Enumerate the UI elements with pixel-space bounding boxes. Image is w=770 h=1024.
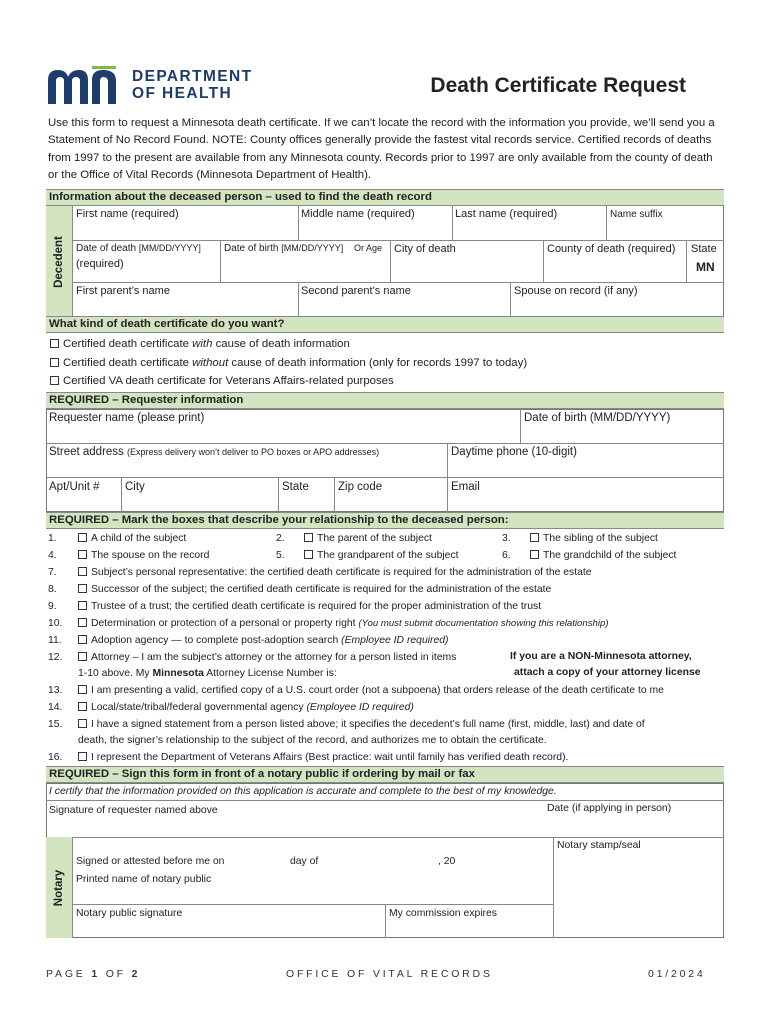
relationship-adoption-option[interactable]: Adoption agency — to complete post-adoption search (Employee ID required) [78, 635, 449, 646]
spouse-field[interactable]: Spouse on record (if any) [514, 285, 638, 297]
relationship-personal-rep-option[interactable]: Subject’s personal representative: the certified death certificate is required for the administration of the estate [78, 567, 592, 578]
item-number: 9. [48, 601, 57, 612]
checkbox-icon[interactable] [78, 719, 87, 728]
first-name-field[interactable]: First name (required) [76, 208, 179, 220]
checkbox-icon[interactable] [78, 601, 87, 610]
zip-field[interactable]: Zip code [338, 481, 383, 493]
checkbox-icon[interactable] [78, 567, 87, 576]
item-number: 14. [48, 702, 63, 713]
name-suffix-field[interactable]: Name suffix [610, 209, 663, 220]
notary-year[interactable]: , 20 [438, 856, 456, 867]
street-address-field[interactable]: Street address (Express delivery won’t deliver to PO boxes or APO addresses) [49, 446, 380, 458]
notary-signature-field[interactable]: Notary public signature [76, 908, 183, 919]
certify-statement: I certify that the information provided on this application is accurate and complete to the best of my knowledge. [49, 786, 557, 797]
or-age-field[interactable]: Or Age [354, 243, 383, 253]
city-of-death-field[interactable]: City of death [394, 243, 456, 255]
cert-type-title: What kind of death certificate do you want? [46, 316, 724, 333]
attorney-license-line[interactable]: 1-10 above. My Minnesota Attorney License Number is: [78, 668, 337, 679]
email-field[interactable]: Email [451, 481, 480, 493]
state-value: MN [696, 260, 715, 274]
requester-dob-field[interactable]: Date of birth (MM/DD/YYYY) [524, 412, 671, 424]
requester-signature-field[interactable]: Signature of requester named above [49, 805, 218, 816]
item-number: 1. [48, 533, 57, 544]
date-of-death-required: (required) [76, 258, 124, 270]
relationship-parent-option[interactable]: The parent of the subject [304, 533, 432, 544]
notary-printed-name-field[interactable]: Printed name of notary public [76, 874, 212, 885]
cert-without-cause-option[interactable]: Certified death certificate without cause of death information (only for records 1997 to today) [50, 357, 527, 369]
item-number: 8. [48, 584, 57, 595]
county-of-death-field[interactable]: County of death (required) [547, 243, 676, 255]
relationship-signed-statement-option[interactable]: I have a signed statement from a person listed above; it specifies the decedent’s full name (first, middle, last) and date of [78, 719, 645, 730]
footer-date: 01/2024 [648, 968, 706, 980]
attorney-license-note: attach a copy of your attorney license [514, 667, 701, 678]
item-number: 4. [48, 550, 57, 561]
decedent-side-label: Decedent [46, 206, 73, 317]
checkbox-icon[interactable] [78, 618, 87, 627]
relationship-va-option[interactable]: I represent the Department of Veterans Affairs (Best practice: wait until family has verified death record). [78, 752, 568, 763]
item-number: 7. [48, 567, 57, 578]
relationship-grandparent-option[interactable]: The grandparent of the subject [304, 550, 459, 561]
checkbox-icon[interactable] [78, 584, 87, 593]
relationship-court-order-option[interactable]: I am presenting a valid, certified copy of a U.S. court order (not a subpoena) that orders release of the death certificate to me [78, 685, 664, 696]
page-title: Death Certificate Request [430, 74, 686, 97]
relationship-agency-option[interactable]: Local/state/tribal/federal governmental agency (Employee ID required) [78, 702, 414, 713]
relationship-successor-option[interactable]: Successor of the subject; the certified death certificate is required for the administration of the estate [78, 584, 551, 595]
date-of-death-field[interactable]: Date of death [MM/DD/YYYY] [76, 243, 201, 254]
commission-expires-field[interactable]: My commission expires [389, 908, 497, 919]
apt-unit-field[interactable]: Apt/Unit # [49, 481, 100, 493]
signed-statement-continued: death, the signer’s relationship to the subject of the record, and authorizes me to obtain the certificate. [78, 735, 547, 746]
checkbox-icon[interactable] [304, 533, 313, 542]
non-mn-attorney-note: If you are a NON-Minnesota attorney, [510, 651, 692, 662]
relationship-grandchild-option[interactable]: The grandchild of the subject [530, 550, 676, 561]
item-number: 10. [48, 618, 63, 629]
notary-day-of[interactable]: day of [290, 856, 319, 867]
relationship-property-right-option[interactable]: Determination or protection of a personal or property right (You must submit documentation showing this relationship) [78, 618, 609, 629]
item-number: 5. [276, 550, 285, 561]
notary-side-label: Notary [46, 837, 73, 938]
relationship-spouse-option[interactable]: The spouse on the record [78, 550, 209, 561]
city-field[interactable]: City [125, 481, 145, 493]
relationship-attorney-option[interactable]: Attorney – I am the subject’s attorney or the attorney for a person listed in items [78, 652, 456, 663]
item-number: 11. [48, 635, 62, 646]
page-number: PAGE 1 OF 2 [46, 968, 141, 980]
requester-title: REQUIRED – Requester information [46, 392, 724, 409]
cert-va-option[interactable]: Certified VA death certificate for Veterans Affairs-related purposes [50, 375, 394, 387]
item-number: 12. [48, 652, 63, 663]
relationship-sibling-option[interactable]: The sibling of the subject [530, 533, 658, 544]
checkbox-icon[interactable] [78, 752, 87, 761]
notary-signed-line[interactable]: Signed or attested before me on [76, 856, 225, 867]
checkbox-icon[interactable] [78, 652, 87, 661]
item-number: 15. [48, 719, 63, 730]
mn-logo-icon [46, 66, 126, 106]
notary-stamp-area: Notary stamp/seal [557, 840, 641, 851]
middle-name-field[interactable]: Middle name (required) [301, 208, 415, 220]
requester-name-field[interactable]: Requester name (please print) [49, 412, 205, 424]
item-number: 6. [502, 550, 511, 561]
requester-section [46, 409, 724, 512]
item-number: 13. [48, 685, 63, 696]
item-number: 16. [48, 752, 63, 763]
relationship-trustee-option[interactable]: Trustee of a trust; the certified death certificate is required for the proper administration of the trust [78, 601, 541, 612]
signature-date-field[interactable]: Date (if applying in person) [547, 803, 672, 814]
department-of-health-wordmark: DEPARTMENT OF HEALTH [132, 68, 253, 102]
cert-with-cause-option[interactable]: Certified death certificate with cause of death information [50, 338, 350, 350]
relationship-title: REQUIRED – Mark the boxes that describe your relationship to the deceased person: [46, 512, 724, 529]
state-label: State [691, 243, 717, 255]
first-parent-field[interactable]: First parent’s name [76, 285, 170, 297]
item-number: 3. [502, 533, 511, 544]
checkbox-icon[interactable] [530, 550, 539, 559]
daytime-phone-field[interactable]: Daytime phone (10-digit) [451, 446, 577, 458]
second-parent-field[interactable]: Second parent’s name [301, 285, 411, 297]
checkbox-icon[interactable] [304, 550, 313, 559]
last-name-field[interactable]: Last name (required) [455, 208, 558, 220]
state-field[interactable]: State [282, 481, 309, 493]
checkbox-icon[interactable] [50, 339, 59, 348]
signature-title: REQUIRED – Sign this form in front of a notary public if ordering by mail or fax [46, 766, 724, 783]
checkbox-icon[interactable] [50, 358, 59, 367]
checkbox-icon[interactable] [50, 376, 59, 385]
checkbox-icon[interactable] [78, 702, 87, 711]
checkbox-icon[interactable] [78, 550, 87, 559]
checkbox-icon[interactable] [78, 533, 87, 542]
decedent-section-title: Information about the deceased person – used to find the death record [46, 189, 724, 206]
relationship-child-option[interactable]: A child of the subject [78, 533, 186, 544]
date-of-birth-field[interactable]: Date of birth [MM/DD/YYYY] [224, 243, 344, 254]
checkbox-icon[interactable] [78, 685, 87, 694]
intro-paragraph: Use this form to request a Minnesota death certificate. If we can’t locate the record with the information you provide, we’ll send you a Statement of No Record Found. NOTE: County offices generally provide the fastest vital records service. Certified records of deaths from 1997 to the present are available from any Minnesota county. Records prior to 1997 are only available from the county of death or the Office of Vital Records (Minnesota Department of Health). [48, 117, 715, 181]
checkbox-icon[interactable] [530, 533, 539, 542]
item-number: 2. [276, 533, 285, 544]
footer-office: OFFICE OF VITAL RECORDS [286, 968, 493, 980]
checkbox-icon[interactable] [78, 635, 87, 644]
